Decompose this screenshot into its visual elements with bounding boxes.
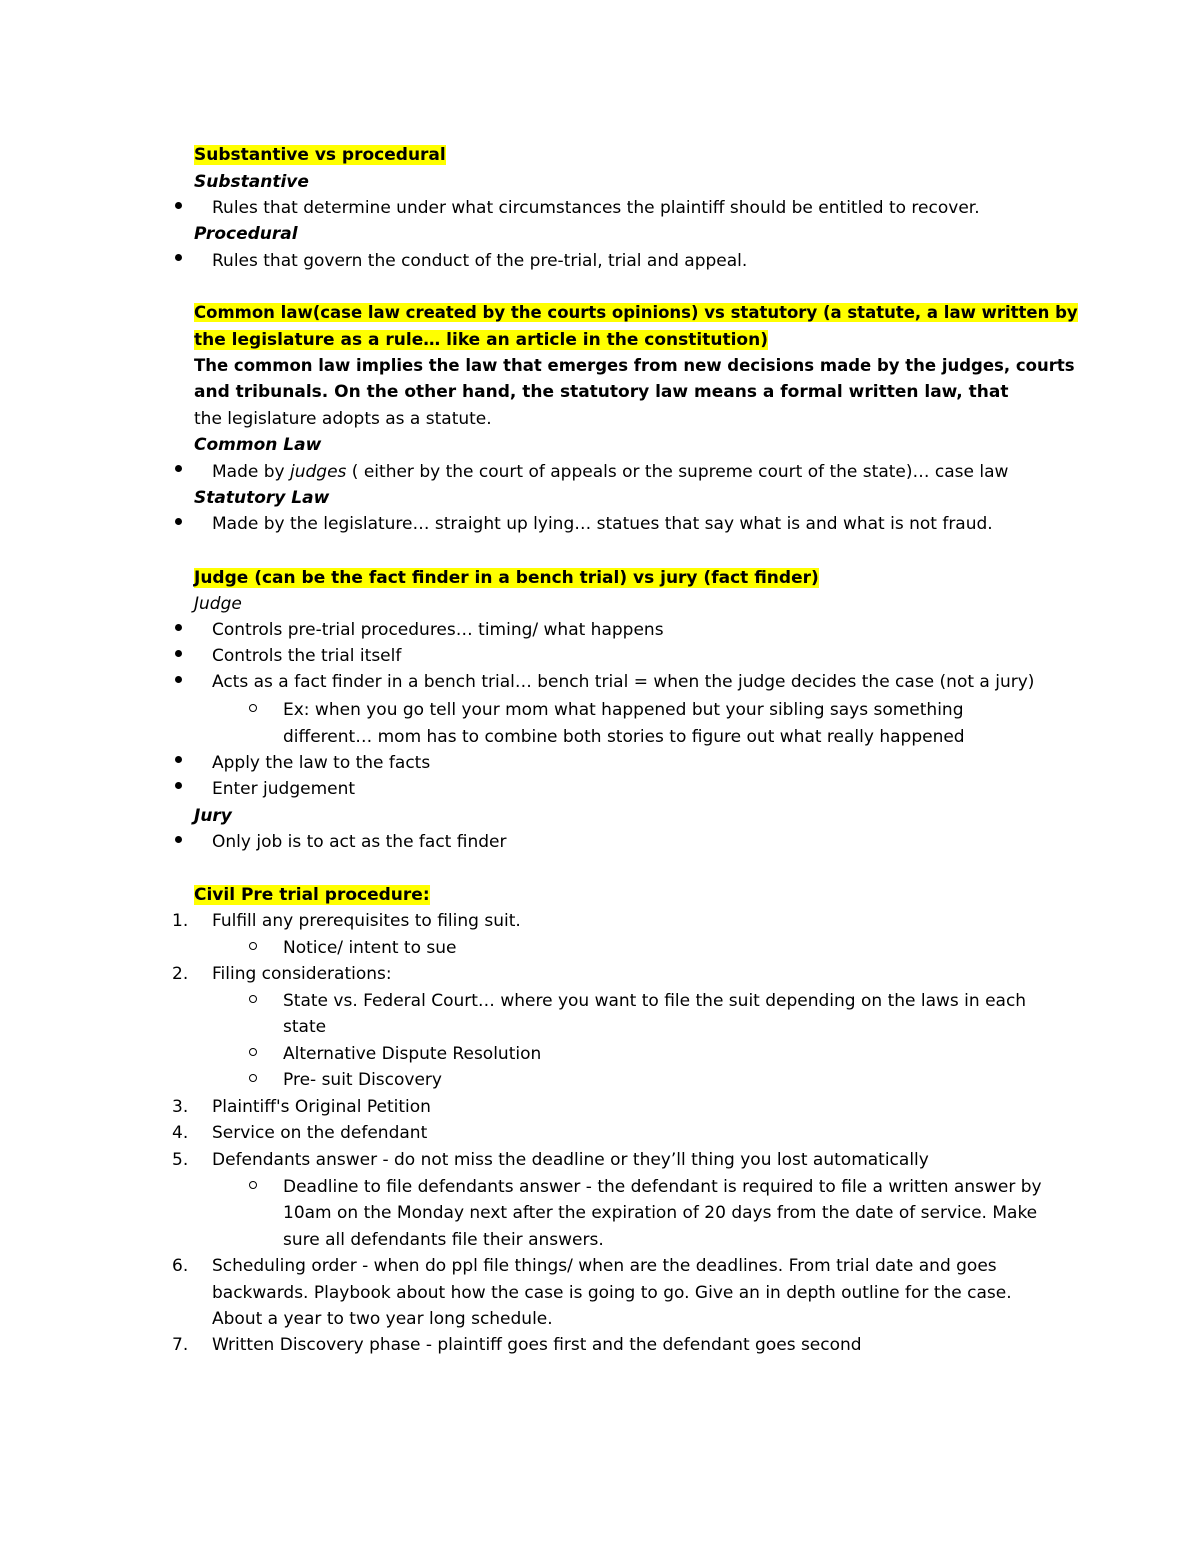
sub-list-item: Deadline to file defendants answer - the defendant is required to file a written answer by: [283, 1177, 1042, 1197]
sub-list-item-cont: sure all defendants file their answers.: [283, 1230, 604, 1250]
bullet-icon: [175, 518, 182, 525]
numbered-item: Written Discovery phase - plaintiff goes first and the defendant goes second: [212, 1335, 862, 1355]
paragraph-line: The common law implies the law that emerges from new decisions made by the judges, courts: [194, 356, 1075, 375]
bullet-icon: [175, 836, 182, 843]
subheading-procedural: Procedural: [194, 224, 298, 244]
numbered-item: Defendants answer - do not miss the deadline or they’ll thing you lost automatically: [212, 1150, 929, 1170]
sub-list-item-cont: 10am on the Monday next after the expiration of 20 days from the date of service. Make: [283, 1203, 1038, 1223]
list-number: 3.: [172, 1097, 189, 1117]
list-number: 4.: [172, 1123, 189, 1143]
paragraph-line: and tribunals. On the other hand, the statutory law means a formal written law, that: [194, 382, 1009, 402]
sub-list-item: Ex: when you go tell your mom what happened but your sibling says something: [283, 700, 964, 720]
section-heading-common-law-cont: the legislature as a rule… like an article in the constitution): [194, 330, 768, 350]
paragraph-line: the legislature adopts as a statute.: [194, 409, 492, 429]
list-number: 1.: [172, 911, 189, 931]
circle-bullet-icon: [249, 1048, 257, 1056]
section-heading-substantive: Substantive vs procedural: [194, 145, 446, 165]
bullet-icon: [175, 465, 182, 472]
list-number: 7.: [172, 1335, 189, 1355]
sub-list-item: State vs. Federal Court… where you want to file the suit depending on the laws in each: [283, 991, 1027, 1011]
list-item: Made by the legislature… straight up lying… statues that say what is and what is not fraud.: [212, 514, 993, 534]
list-item: Acts as a fact finder in a bench trial… bench trial = when the judge decides the case (not a jury): [212, 672, 1035, 692]
numbered-item-cont: backwards. Playbook about how the case is going to go. Give an in depth outline for the case.: [212, 1283, 1012, 1303]
numbered-item: Fulfill any prerequisites to filing suit.: [212, 911, 521, 931]
sub-list-item-cont: state: [283, 1017, 327, 1037]
subheading-statutory-law: Statutory Law: [194, 488, 330, 508]
list-number: 5.: [172, 1150, 189, 1170]
bullet-icon: [175, 254, 182, 261]
bullet-icon: [175, 676, 182, 683]
bullet-icon: [175, 650, 182, 657]
sub-list-item: Notice/ intent to sue: [283, 938, 457, 958]
bullet-icon: [175, 782, 182, 789]
numbered-item-cont: About a year to two year long schedule.: [212, 1309, 553, 1329]
bullet-icon: [175, 202, 182, 209]
list-number: 6.: [172, 1256, 189, 1276]
subheading-common-law: Common Law: [194, 435, 322, 455]
list-item: Made by judges ( either by the court of appeals or the supreme court of the state)… case law: [212, 462, 1009, 482]
subheading-jury: Jury: [194, 806, 232, 826]
sub-list-item: Pre- suit Discovery: [283, 1070, 442, 1090]
bullet-icon: [175, 624, 182, 631]
numbered-item: Service on the defendant: [212, 1123, 428, 1143]
circle-bullet-icon: [249, 1181, 257, 1189]
list-item: Enter judgement: [212, 779, 356, 799]
sub-list-item-cont: different… mom has to combine both stories to figure out what really happened: [283, 727, 965, 747]
list-item: Apply the law to the facts: [212, 753, 431, 773]
section-heading-common-law: Common law(case law created by the courts opinions) vs statutory (a statute, a law written by: [194, 303, 1078, 322]
list-number: 2.: [172, 964, 189, 984]
circle-bullet-icon: [249, 704, 257, 712]
list-item: Rules that determine under what circumstances the plaintiff should be entitled to recover.: [212, 198, 980, 218]
circle-bullet-icon: [249, 942, 257, 950]
list-item: Controls pre-trial procedures… timing/ what happens: [212, 620, 664, 640]
list-item: Only job is to act as the fact finder: [212, 832, 507, 852]
section-heading-civil: Civil Pre trial procedure:: [194, 885, 430, 905]
subheading-judge: Judge: [194, 594, 242, 614]
bullet-icon: [175, 756, 182, 763]
sub-list-item: Alternative Dispute Resolution: [283, 1044, 542, 1064]
numbered-item: Filing considerations:: [212, 964, 392, 984]
numbered-item: Scheduling order - when do ppl file things/ when are the deadlines. From trial date and goes: [212, 1256, 997, 1276]
subheading-substantive: Substantive: [194, 172, 309, 192]
list-item: Rules that govern the conduct of the pre-trial, trial and appeal.: [212, 251, 748, 271]
circle-bullet-icon: [249, 1074, 257, 1082]
list-item: Controls the trial itself: [212, 646, 402, 666]
numbered-item: Plaintiff's Original Petition: [212, 1097, 431, 1117]
circle-bullet-icon: [249, 995, 257, 1003]
section-heading-judge: Judge (can be the fact finder in a bench trial) vs jury (fact finder): [194, 568, 819, 588]
